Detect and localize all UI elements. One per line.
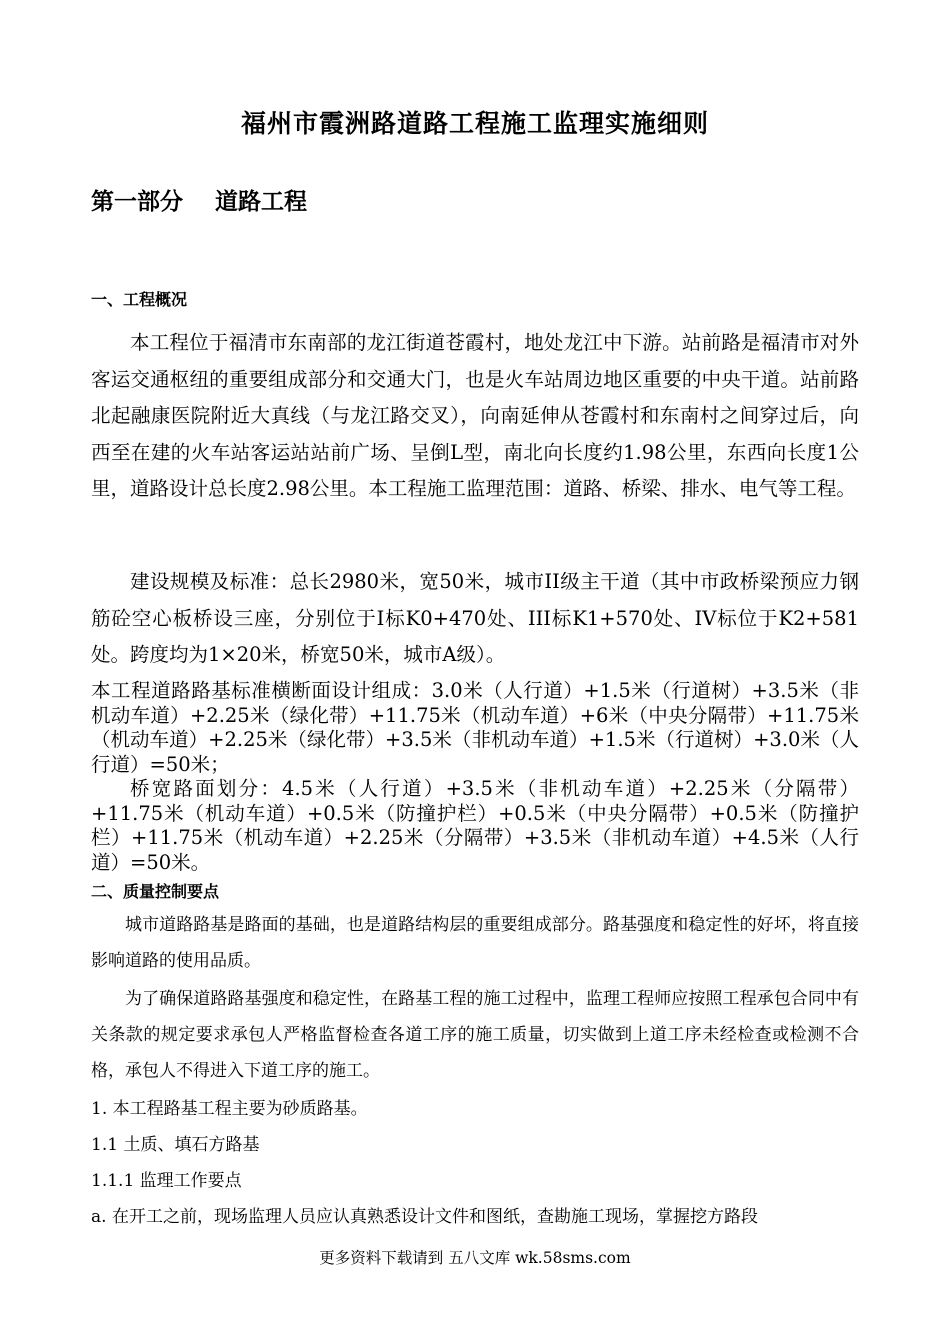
quality-paragraph-1: 城市道路路基是路面的基础，也是道路结构层的重要组成部分。路基强度和稳定性的好坏，将直接影响道路的使用品质。: [91, 915, 859, 971]
quality-paragraph-2: 为了确保道路路基强度和稳定性，在路基工程的施工过程中，监理工程师应按照工程承包合同中有关条款的规定要求承包人严格监督检查各道工序的施工质量，切实做到上道工序未经检查或检测不合格，承包人不得进入下道工序的施工。: [91, 989, 859, 1081]
part-title: 第一部分 道路工程: [91, 188, 308, 215]
document-title: 福州市霞洲路道路工程施工监理实施细则: [240, 109, 709, 138]
list-item-1-1-1: 1.1.1 监理工作要点: [91, 1171, 242, 1191]
overview-paragraph-4: 桥宽路面划分：4.5米（人行道）+3.5米（非机动车道）+2.25米（分隔带）+11.75米（机动车道）+0.5米（防撞护栏）+0.5米（中央分隔带）+0.5米（防撞护栏）+11.75米（机动车道）+2.25米（分隔带）+3.5米（非机动车道）+4.5米（人行道）=50米。: [91, 777, 859, 875]
page-footer: 更多资料下载请到 五八文库 wk.58sms.com: [319, 1249, 631, 1267]
overview-paragraph-3: 本工程道路路基标准横断面设计组成：3.0米（人行道）+1.5米（行道树）+3.5米（非机动车道）+2.25米（绿化带）+11.75米（机动车道）+6米（中央分隔带）+11.75米（机动车道）+2.25米（绿化带）+3.5米（非机动车道）+1.5米（行道树）+3.0米（人行道）=50米；: [91, 679, 859, 777]
list-item-1: 1. 本工程路基工程主要为砂质路基。: [91, 1099, 368, 1119]
list-item-1-1: 1.1 土质、填石方路基: [91, 1135, 260, 1155]
section-heading-quality: 二、质量控制要点: [91, 882, 220, 901]
overview-paragraph-1: 本工程位于福清市东南部的龙江街道苍霞村，地处龙江中下游。站前路是福清市对外客运交通枢纽的重要组成部分和交通大门，也是火车站周边地区重要的中央干道。站前路北起融康医院附近大真线（与龙江路交叉），向南延伸从苍霞村和东南村之间穿过后，向西至在建的火车站客运站站前广场、呈倒L型，南北向长度约1.98公里，东西向长度1公里，道路设计总长度2.98公里。本工程施工监理范围：道路、桥梁、排水、电气等工程。: [91, 331, 859, 500]
list-item-a: a. 在开工之前，现场监理人员应认真熟悉设计文件和图纸，查勘施工现场，掌握挖方路段: [91, 1207, 758, 1227]
section-heading-overview: 一、工程概况: [91, 290, 188, 309]
overview-paragraph-2: 建设规模及标准：总长2980米，宽50米，城市II级主干道（其中市政桥梁预应力钢筋砼空心板桥设三座，分别位于I标K0+470处、III标K1+570处、IV标位于K2+581处。跨度均为1×20米，桥宽50米，城市A级）。: [91, 570, 859, 666]
